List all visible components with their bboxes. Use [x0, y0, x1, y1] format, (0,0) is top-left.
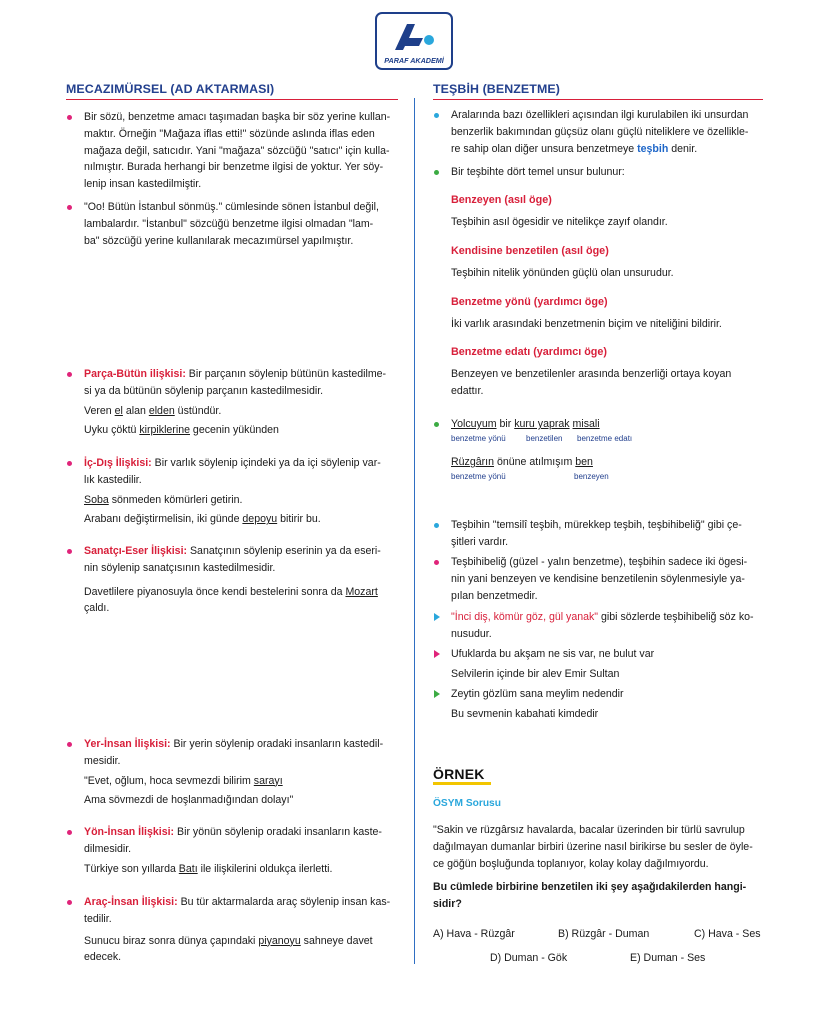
intro-paragraph-2: "Oo! Bütün İstanbul sönmüş." cümlesinde sönen İstanbul değil, lambalardır. "İstanbul" sözcüğü benzetme ilgisi olmadan "lam- ba" sözcüğü yerine kullanılarak mecazımürsel yapılmıştır.: [66, 199, 398, 249]
tesbih-example-2: Rüzgârın önüne atılmışım ben benzetme yönü benzeyen: [451, 456, 609, 481]
example-line: Ama sövmezdi de hoşlanmadığından dolayı": [84, 794, 294, 807]
option-d[interactable]: D) Duman - Gök: [490, 952, 568, 964]
label-benzetme-yonu: benzetme yönü: [451, 434, 506, 443]
section-title-mecazimursel: MECAZIMÜRSEL (AD AKTARMASI): [66, 82, 398, 100]
option-c[interactable]: C) Hava - Ses: [694, 928, 761, 940]
question-passage: "Sakin ve rüzgârsız havalarda, bacalar üzerinden bir türlü savrulup dağılmayan dumanlar birbiri üzerine nasıl birikirse bu sesler de öyle- ce göğün boşluğunda toplanıyor, kolay kolay dağılmıyordu.: [433, 824, 753, 870]
bullet-dot-icon: [434, 170, 439, 175]
example-line: Arabanı değiştirmelisin, iki günde depoyu bitirir bu.: [84, 513, 321, 526]
example-line: çaldı.: [84, 602, 110, 615]
bullet-dot-icon: [67, 900, 72, 905]
example-line: Sunucu biraz sonra dünya çapındaki piyanoyu sahneye davet: [84, 934, 373, 947]
element-benzetilen: Kendisine benzetilen (asıl öge) Teşbihin nitelik yönünden güçlü olan unsurudur.: [451, 245, 674, 279]
option-b[interactable]: B) Rüzgâr - Duman: [558, 928, 650, 940]
logo-mark-icon: [393, 20, 437, 54]
arac-insan-item: Araç-İnsan İlişkisi: Bu tür aktarmalarda araç söylenip insan kas- tedilir. Sunucu biraz sonra dünya çapındaki piyanoyu sahneye davet edecek.: [66, 894, 398, 966]
left-column: [66, 82, 398, 964]
triangle-bullet-icon: [434, 613, 440, 621]
example-line: Türkiye son yıllarda Batı ile ilişkilerini oldukça ilerletti.: [84, 862, 333, 875]
example-line: Davetlilere piyanosuyla önce kendi bestelerini sonra da Mozart: [84, 585, 378, 598]
ornek-badge: ÖRNEK: [433, 765, 491, 785]
bullet-dot-icon: [434, 422, 439, 427]
bullet-dot-icon: [67, 461, 72, 466]
bullet-dot-icon: [67, 372, 72, 377]
option-e[interactable]: E) Duman - Ses: [630, 952, 706, 964]
ic-dis-item: İç-Dış İlişkisi: Bir varlık söylenip içindeki ya da içi söylenip var- lık kastedilir. Soba sönmeden kömürleri getirin. Arabanı değiştirmelisin, iki günde depoyu bitirir bu.: [66, 455, 398, 528]
answer-options: [433, 928, 763, 968]
label-benzetme-yonu: benzetme yönü: [451, 472, 506, 481]
logo-brand-text: PARAF AKADEMİ: [384, 56, 444, 65]
tesbihibelig-definition: Teşbihibeliğ (güzel - yalın benzetme), teşbihin sadece iki ögesi- nin yani benzeyen ve kendisine benzetilenin söylenmesiyle ya- pılan benzetmedir.: [433, 554, 763, 604]
element-benzeyen: Benzeyen (asıl öge) Teşbihin asıl ögesidir ve nitelikçe zayıf olandır.: [451, 194, 668, 228]
option-a[interactable]: A) Hava - Rüzgâr: [433, 928, 515, 940]
paraf-akademi-logo: [375, 12, 453, 70]
example-line: edecek.: [84, 951, 122, 964]
bullet-dot-icon: [67, 830, 72, 835]
bullet-dot-icon: [67, 549, 72, 554]
bullet-dot-icon: [67, 115, 72, 120]
section-title-tesbih: TEŞBİH (BENZETME): [433, 82, 763, 100]
osym-label: ÖSYM Sorusu: [433, 798, 501, 809]
example-line: Veren el alan elden üstündür.: [84, 404, 222, 417]
example-line: Uyku çöktü kirpiklerine gecenin yükünden: [84, 424, 279, 437]
column-divider: [414, 98, 415, 964]
label-benzeyen: benzeyen: [574, 472, 609, 481]
question-prompt: Bu cümlede birbirine benzetilen iki şey aşağıdakilerden hangi- sidir?: [433, 881, 747, 910]
sanatci-eser-item: Sanatçı-Eser İlişkisi: Sanatçının söylenip eserinin ya da eseri- nin söylenip sanatçısının kastedilmesidir. Davetlilere piyanosuyla önce kendi bestelerini sonra da Mozart çaldı.: [66, 543, 398, 617]
label-benzetme-edati: benzetme edatı: [577, 434, 633, 443]
bullet-dot-icon: [67, 742, 72, 747]
tesbih-example-1: Yolcuyum bir kuru yaprak misali benzetme yönü benzetilen benzetme edatı: [433, 416, 763, 433]
example-line: "Evet, oğlum, hoca sevmezdi bilirim sarayı: [84, 774, 283, 787]
poem-example-1: Ufuklarda bu akşam ne sis var, ne bulut var Selvilerin içinde bir alev Emir Sultan: [433, 646, 763, 683]
right-column: [433, 82, 763, 964]
tesbih-types: Teşbihin "temsilî teşbih, mürekkep teşbih, teşbihibeliğ" gibi çe- şitleri vardır.: [433, 517, 763, 551]
poem-example-2: Zeytin gözlüm sana meylim nedendir Bu sevmenin kabahati kimdedir: [433, 686, 763, 723]
triangle-bullet-icon: [434, 690, 440, 698]
parca-butun-item: Parça-Bütün ilişkisi: Bir parçanın söylenip bütünün kastedilme- si ya da bütünün söylenip parçanın kastedilmesidir. Veren el alan elden üstündür. Uyku çöktü kirpiklerine gecenin yükünden: [66, 366, 398, 439]
bullet-dot-icon: [67, 205, 72, 210]
element-benzetme-edati: Benzetme edatı (yardımcı öge) Benzeyen ve benzetilenler arasında benzerliği ortaya koyan edattır.: [451, 346, 732, 397]
bullet-dot-icon: [434, 560, 439, 565]
intro-paragraph-1: Bir sözü, benzetme amacı taşımadan başka bir söz yerine kullan- maktır. Örneğin "Mağaza iflas etti!" sözünde aslında iflas eden mağaza değil, satıcıdır. Yani "mağaza" sözcüğü "satıcı" için kulla- nılmıştır. Burada herhangi bir benzetme ilgisi de yoktur. Yer söy- lenip insan kastedilmiştir.: [66, 109, 398, 193]
example-line: Soba sönmeden kömürleri getirin.: [84, 493, 243, 506]
element-benzetme-yonu: Benzetme yönü (yardımcı öge) İki varlık arasındaki benzetmenin biçim ve niteliğini bildirir.: [451, 296, 722, 330]
bullet-dot-icon: [434, 523, 439, 528]
yon-insan-item: Yön-İnsan İlişkisi: Bir yönün söylenip oradaki insanların kaste- dilmesidir. Türkiye son yıllarda Batı ile ilişkilerini oldukça ilerletti.: [66, 824, 398, 877]
tesbih-definition: Aralarında bazı özellikleri açısından ilgi kurulabilen iki unsurdan benzerlik bakımından güçsüz olanı güçlü niteliklere ve özellikle- re sahip olan diğer unsura benzetmeye teşbih denir.: [433, 107, 763, 157]
label-benzetilen: benzetilen: [526, 434, 563, 443]
tesbihibelig-example: "İnci diş, kömür göz, gül yanak" gibi sözlerde teşbihibeliğ söz ko- nusudur.: [433, 609, 763, 643]
bullet-dot-icon: [434, 113, 439, 118]
triangle-bullet-icon: [434, 650, 440, 658]
tesbih-elements-intro: Bir teşbihte dört temel unsur bulunur:: [433, 164, 763, 181]
yer-insan-item: Yer-İnsan İlişkisi: Bir yerin söylenip oradaki insanların kastedil- mesidir. "Evet, oğlum, hoca sevmezdi bilirim sarayı Ama sövmezdi de hoşlanmadığından dolayı": [66, 736, 398, 809]
